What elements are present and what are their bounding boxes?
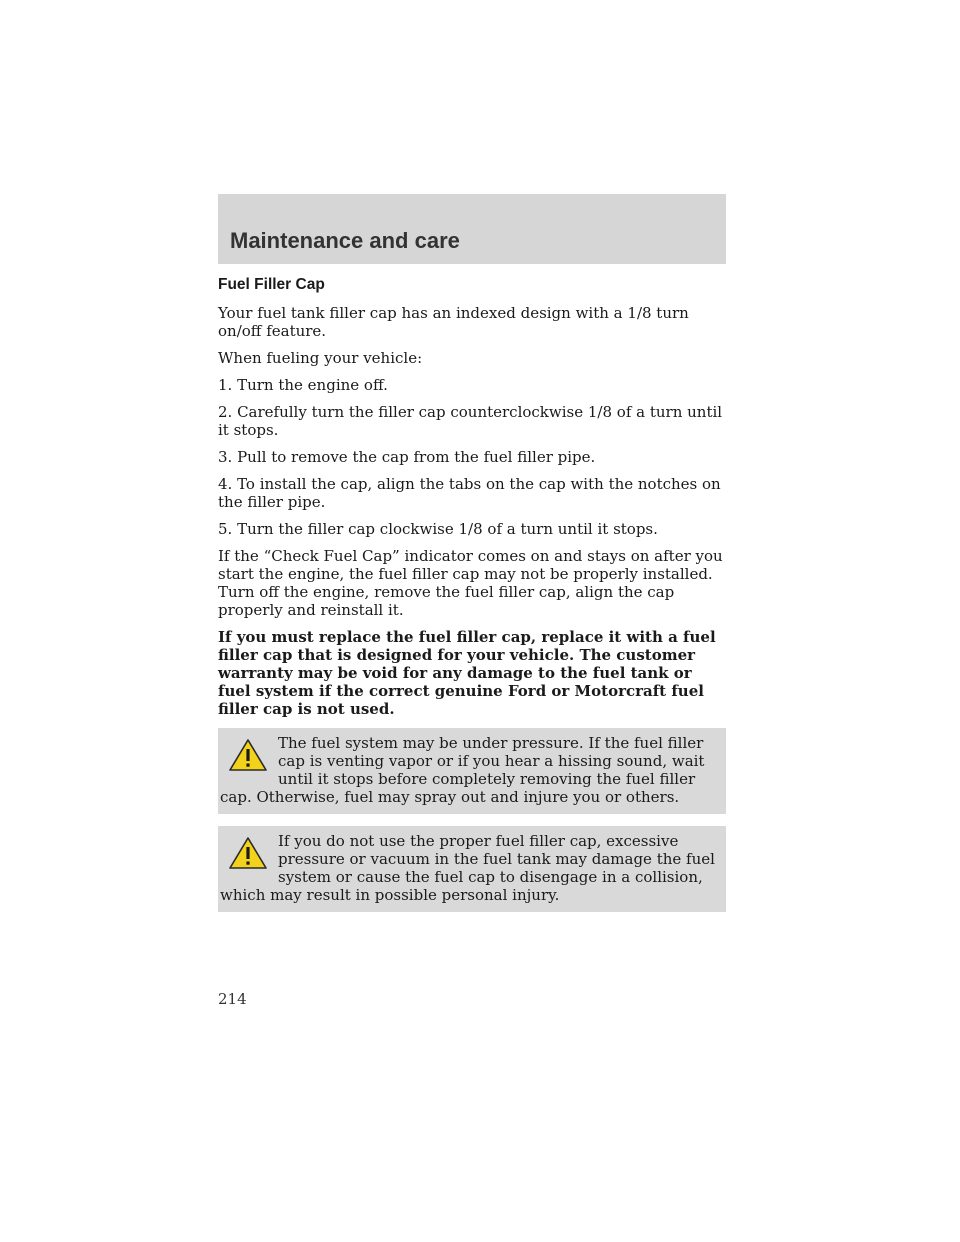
page-number: 214 — [218, 990, 247, 1008]
section-header-band — [218, 194, 726, 264]
step-item: 4. To install the cap, align the tabs on the cap with the notches on the filler pipe. — [218, 475, 721, 511]
warning-text: If you do not use the proper fuel filler cap, excessive pressure or vacuum in the fuel tank may damage the fuel system or cause the fuel cap to disengage in a collision, which may result in possible personal injury. — [220, 832, 715, 904]
indicator-note: If the “Check Fuel Cap” indicator comes on and stays on after you start the engine, the fuel filler cap may not be properly installed. Turn off the engine, remove the fuel filler cap, align the cap properly and reinstall it. — [218, 547, 723, 619]
step-item: 2. Carefully turn the filler cap counterclockwise 1/8 of a turn until it stops. — [218, 403, 723, 439]
replacement-note: If you must replace the fuel filler cap, replace it with a fuel filler cap that is designed for your vehicle. The customer warranty may be void for any damage to the fuel tank or fuel system if the correct genuine Ford or Motorcraft fuel filler cap is not used. — [218, 628, 716, 718]
warning-box — [218, 728, 726, 814]
warning-triangle-icon — [228, 738, 268, 772]
warning-text: The fuel system may be under pressure. If the fuel filler cap is venting vapor or if you hear a hissing sound, wait until it stops before completely removing the fuel filler cap. Otherwise, fuel may spray out and injure you or others. — [220, 734, 705, 806]
warning-triangle-icon — [228, 836, 268, 870]
step-item: 3. Pull to remove the cap from the fuel filler pipe. — [218, 448, 596, 466]
page-title: Maintenance and care — [230, 228, 460, 253]
intro-paragraph: Your fuel tank filler cap has an indexed design with a 1/8 turn on/off feature. — [218, 304, 689, 340]
step-item: 1. Turn the engine off. — [218, 376, 388, 394]
main-content — [218, 276, 726, 924]
section-heading: Fuel Filler Cap — [218, 276, 325, 293]
step-item: 5. Turn the filler cap clockwise 1/8 of a turn until it stops. — [218, 520, 658, 538]
steps-intro: When fueling your vehicle: — [218, 349, 423, 367]
warning-box — [218, 826, 726, 912]
